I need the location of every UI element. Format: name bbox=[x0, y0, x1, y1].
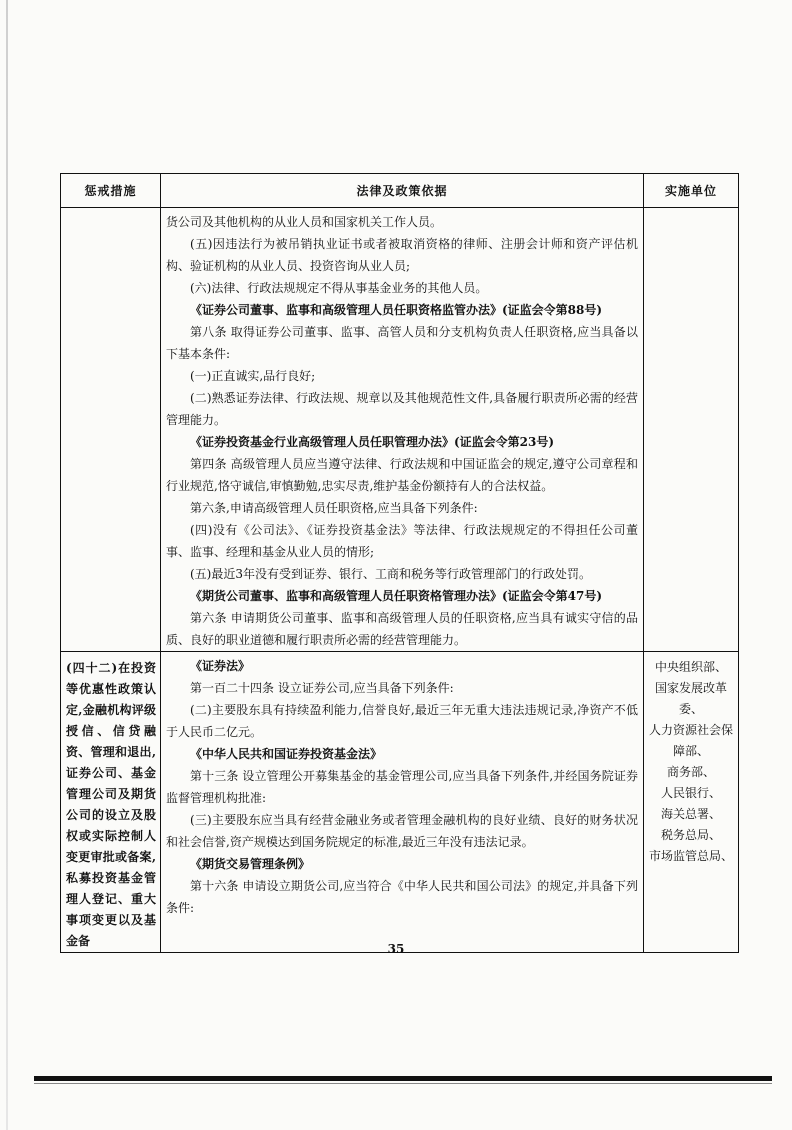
table-row bbox=[61, 208, 739, 652]
header-basis: 法律及政策依据 bbox=[161, 174, 644, 208]
table-row bbox=[61, 652, 739, 953]
unit-item: 人力资源社会保 bbox=[648, 723, 733, 737]
measure-text: (四十二)在投资等优惠性政策认定,金融机构评级授信、信贷融资、管理和退出,证券公司、基金管理公司及期货公司的设立及股权或实际控制人变更审批或备案,私募投资基金管理人登记、重大事项变更以及基金备 bbox=[66, 661, 156, 948]
paragraph: 货公司及其他机构的从业人员和国家机关工作人员。 bbox=[166, 215, 443, 229]
basis-text bbox=[161, 208, 643, 651]
paragraph: 第一百二十四条 设立证券公司,应当具备下列条件: bbox=[190, 681, 454, 695]
bottom-rule-thin bbox=[34, 1083, 772, 1084]
unit-item: 税务总局、 bbox=[660, 828, 721, 842]
measure-cell-empty bbox=[61, 208, 161, 652]
paragraph: 第八条 取得证券公司董事、监事、高管人员和分支机构负责人任职资格,应当具备以下基本条件: bbox=[166, 325, 638, 361]
basis-cell bbox=[161, 652, 644, 953]
unit-item: 委、 bbox=[678, 702, 703, 716]
table-header-row bbox=[61, 174, 739, 208]
paragraph: (四)没有《公司法》、《证券投资基金法》等法律、行政法规规定的不得担任公司董事、监事、经理和基金从业人员的情形; bbox=[166, 523, 638, 559]
paragraph: (六)法律、行政法规规定不得从事基金业务的其他人员。 bbox=[190, 281, 488, 295]
paragraph: (二)熟悉证券法律、行政法规、规章以及其他规范性文件,具备履行职责所必需的经营管理能力。 bbox=[166, 391, 638, 427]
units-cell-empty bbox=[644, 208, 739, 652]
paragraph: (二)主要股东具有持续盈利能力,信誉良好,最近三年无重大违法违规记录,净资产不低于人民币二亿元。 bbox=[166, 703, 638, 739]
basis-text bbox=[161, 652, 643, 919]
paragraph: (一)正直诚实,品行良好; bbox=[190, 369, 316, 383]
units-list bbox=[644, 652, 738, 867]
header-units: 实施单位 bbox=[644, 174, 739, 208]
paragraph: (五)最近3年没有受到证券、银行、工商和税务等行政管理部门的行政处罚。 bbox=[190, 567, 592, 581]
paragraph: (三)主要股东应当具有经营金融业务或者管理金融机构的良好业绩、良好的财务状况和社会信誉,资产规模达到国务院规定的标准,最近三年没有违法记录。 bbox=[166, 813, 638, 849]
basis-cell bbox=[161, 208, 644, 652]
law-title: 《证券法》 bbox=[190, 659, 251, 673]
law-title: 《期货公司董事、监事和高级管理人员任职资格管理办法》(证监会令第47号) bbox=[190, 589, 603, 603]
paragraph: 第十六条 申请设立期货公司,应当符合《中华人民共和国公司法》的规定,并具备下列条件: bbox=[166, 879, 638, 915]
paragraph: 第十三条 设立管理公开募集基金的基金管理公司,应当具备下列条件,并经国务院证券监督管理机构批准: bbox=[166, 769, 638, 805]
units-cell bbox=[644, 652, 739, 953]
unit-item: 障部、 bbox=[672, 744, 709, 758]
law-title: 《中华人民共和国证券投资基金法》 bbox=[190, 747, 383, 761]
law-title: 《证券公司董事、监事和高级管理人员任职资格监管办法》(证监会令第88号) bbox=[190, 303, 603, 317]
unit-item: 商务部、 bbox=[666, 765, 715, 779]
page-number: 35 bbox=[387, 942, 405, 956]
unit-item: 海关总署、 bbox=[660, 807, 721, 821]
paragraph: 第六条 申请期货公司董事、监事和高级管理人员的任职资格,应当具有诚实守信的品质、良好的职业道德和履行职责所必需的经营管理能力。 bbox=[166, 611, 638, 647]
law-title: 《证券投资基金行业高级管理人员任职管理办法》(证监会令第23号) bbox=[190, 435, 555, 449]
unit-item: 国家发展改革 bbox=[654, 681, 727, 695]
paragraph: 第六条,申请高级管理人员任职资格,应当具备下列条件: bbox=[190, 501, 478, 515]
unit-item: 人民银行、 bbox=[660, 786, 721, 800]
unit-item: 中央组织部、 bbox=[654, 660, 727, 674]
scan-edge bbox=[6, 0, 8, 1130]
policy-table bbox=[60, 173, 739, 953]
header-measures: 惩戒措施 bbox=[61, 174, 161, 208]
unit-item: 市场监管总局、 bbox=[648, 849, 733, 863]
paragraph: 第四条 高级管理人员应当遵守法律、行政法规和中国证监会的规定,遵守公司章程和行业规范,恪守诚信,审慎勤勉,忠实尽责,维护基金份额持有人的合法权益。 bbox=[166, 457, 638, 493]
law-title: 《期货交易管理条例》 bbox=[190, 857, 311, 871]
paragraph: (五)因违法行为被吊销执业证书或者被取消资格的律师、注册会计师和资产评估机构、验证机构的从业人员、投资咨询从业人员; bbox=[166, 237, 638, 273]
measure-cell bbox=[61, 652, 161, 953]
bottom-rule bbox=[34, 1076, 772, 1081]
